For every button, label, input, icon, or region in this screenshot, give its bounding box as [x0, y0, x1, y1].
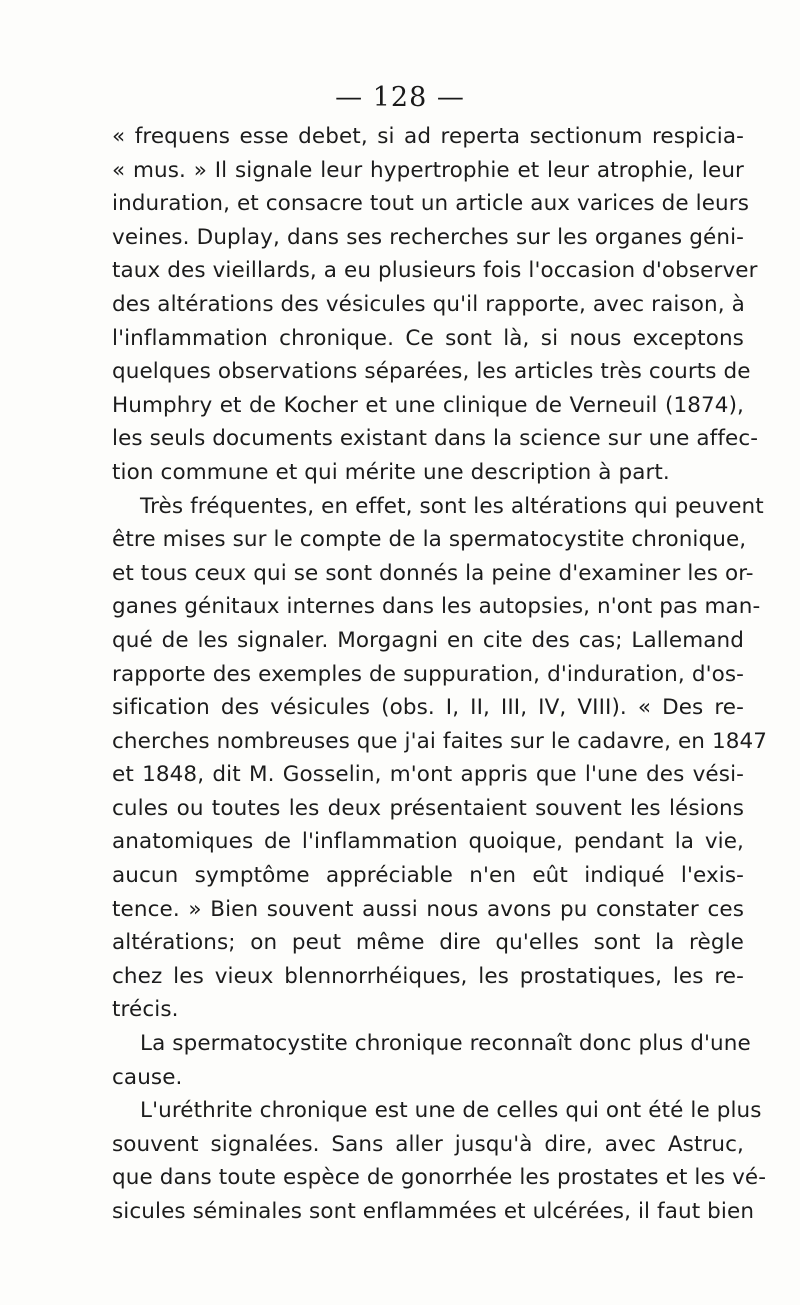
text-line: L'uréthrite chronique est une de celles qui ont été le plus [140, 1098, 762, 1124]
text-line: sicules séminales sont enflammées et ulcérées, il faut bien [112, 1199, 755, 1224]
text-line: Très fréquentes, en effet, sont les altérations qui peuvent [140, 493, 764, 519]
text-line: qué de les signaler. Morgagni en cite des cas; Lallemand [112, 627, 744, 653]
text-line: aucun symptôme appréciable n'en eût indiqué l'exis- [112, 863, 744, 889]
text-line: cause. [112, 1064, 183, 1090]
text-line: et tous ceux qui se sont donnés la peine d'examiner les or- [112, 560, 754, 586]
text-line: tion commune et qui mérite une description à part. [112, 459, 670, 485]
text-line: chez les vieux blennorrhéiques, les prostatiques, les re- [112, 963, 744, 989]
text-line: Humphry et de Kocher et une clinique de Verneuil (1874), [112, 392, 744, 418]
text-line: les seuls documents existant dans la science sur une affec- [112, 426, 759, 452]
text-line: « mus. » Il signale leur hypertrophie et leur atrophie, leur [112, 157, 744, 183]
text-line: rapporte des exemples de suppuration, d'induration, d'os- [112, 661, 744, 687]
text-line: anatomiques de l'inflammation quoique, pendant la vie, [112, 829, 744, 855]
text-line: induration, et consacre tout un article aux varices de leurs [112, 191, 750, 217]
text-line: tence. » Bien souvent aussi nous avons pu constater ces [112, 896, 744, 922]
text-line: veines. Duplay, dans ses recherches sur les organes géni- [112, 224, 744, 250]
body-text [112, 120, 768, 1229]
text-line: que dans toute espèce de gonorrhée les prostates et les vé- [112, 1165, 767, 1191]
text-line: quelques observations séparées, les articles très courts de [112, 359, 751, 385]
text-line: altérations; on peut même dire qu'elles sont la règle [112, 930, 744, 956]
text-line: « frequens esse debet, si ad reperta sectionum respicia- [112, 124, 744, 149]
text-line: sification des vésicules (obs. I, II, III, IV, VIII). « Des re- [112, 695, 744, 721]
text-line: et 1848, dit M. Gosselin, m'ont appris que l'une des vési- [112, 762, 744, 788]
text-line: l'inflammation chronique. Ce sont là, si nous exceptons [112, 325, 744, 351]
text-line: cules ou toutes les deux présentaient souvent les lésions [112, 795, 744, 821]
text-line: taux des vieillards, a eu plusieurs fois l'occasion d'observer [112, 258, 758, 284]
text-line: cherches nombreuses que j'ai faites sur le cadavre, en 1847 [112, 728, 768, 754]
text-line: ganes génitaux internes dans les autopsies, n'ont pas man- [112, 594, 761, 620]
text-line: La spermatocystite chronique reconnaît donc plus d'une [140, 1031, 751, 1057]
page-number: — 128 — [335, 82, 465, 113]
text-line: des altérations des vésicules qu'il rapporte, avec raison, à [112, 291, 745, 317]
text-line: être mises sur le compte de la spermatocystite chronique, [112, 527, 747, 553]
text-line: souvent signalées. Sans aller jusqu'à dire, avec Astruc, [112, 1131, 744, 1157]
text-line: trécis. [112, 997, 179, 1023]
